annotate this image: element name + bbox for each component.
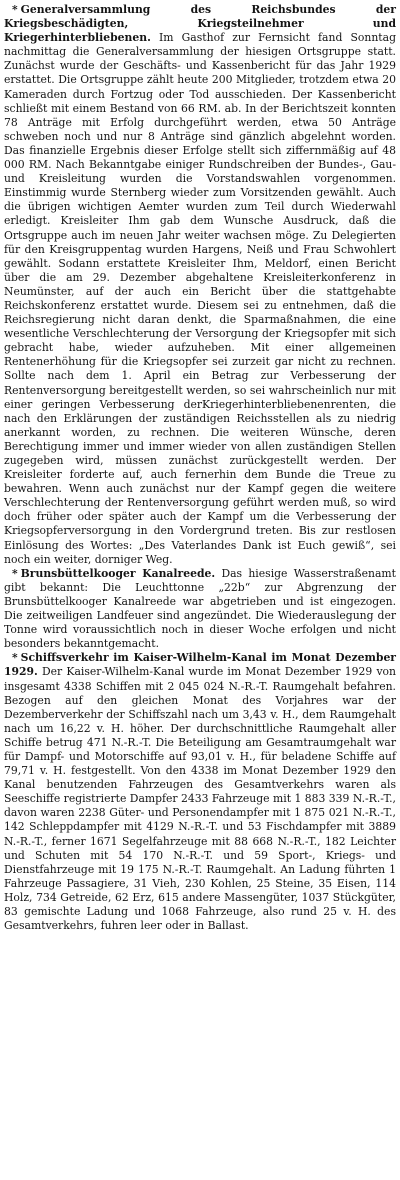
article-paragraph [4,651,396,933]
article-marker: * [12,566,18,580]
article-heading: Schiffsverkehr im Kaiser-Wilhelm-Kanal im Monat Dezember 1929. [4,651,396,679]
article-heading: Brunsbüttelkooger Kanalreede. [20,566,216,580]
article-body: Im Gasthof zur Fernsicht fand Sonntag nachmittag die Generalversammlung der hiesigen Ortsgruppe statt. Zunächst wurde der Geschäfts- und Kassenbericht für das Jahr 1929 erstattet. Die Ortsgruppe zählt heute 200 Mitglieder, trotzdem etwa 20 Kameraden durch Fortzug oder Tod ausschieden. Der Kassenbericht schließt mit einem Bestand von 66 RM. ab. In der Berichtszeit konnten 78 Anträge mit Erfolg durchgeführt werden, etwa 50 Anträge schweben noch und nur 8 Anträge sind gänzlich abgelehnt worden. Das finanzielle Ergebnis dieser Erfolge stellt sich ziffernmäßig auf 48 000 RM. Nach Bekanntgabe einiger Rundschreiben der Bundes-, Gau- und Kreisleitung wurden die Vorstandswahlen vorgenommen. Einstimmig wurde Sternberg wieder zum Vorsitzenden gewählt. Auch die übrigen wichtigen Aemter wurden zum Teil durch Wiederwahl erledigt. Kreisleiter Ihm gab dem Wunsche Ausdruck, daß die Ortsgruppe auch im neuen Jahr weiter wachsen möge. Zu Delegierten für den Kreisgruppentag wurden Hargens, Neiß und Frau Schwohlert gewählt. Sodann erstattete Kreisleiter Ihm, Meldorf, einen Bericht über die am 29. Dezember abgehaltene Kreisleiterkonferenz in Neumünster, auf der auch ein Bericht über die stattgehabte Reichskonferenz erstattet wurde. Diesem sei zu entnehmen, daß die Reichsregierung nicht daran denkt, die Sparmaßnahmen, die eine wesentliche Verschlechterung der Versorgung der Kriegsopfer mit sich gebracht habe, wieder aufzuheben. Mit einer allgemeinen Rentenerhöhung für die Kriegsopfer sei zurzeit gar nicht zu rechnen. Sollte nach dem 1. April ein Betrag zur Verbesserung der Rentenversorgung bereitgestellt werden, so sei wahrscheinlich nur mit einer geringen Verbesserung derKriegerhinterbliebenenrenten, die nach den Erklärungen der zuständigen Reichsstellen als zu niedrig anerkannt worden, zu rechnen. Die weiteren Wünsche, deren Berechtigung immer und immer wieder von allen zuständigen Stellen zugegeben wird, müssen zunächst zurückgestellt werden. Der Kreisleiter forderte auf, auch fernerhin dem Bunde die Treue zu bewahren. Wenn auch zunächst nur der Kampf gegen die weitere Verschlechterung der Rentenversorgung geführt werden muß, so wird doch früher oder später auch der Kampf um die Verbesserung der Kriegsopferversorgung in den Vordergrund treten. Bis zur restlosen Einlösung des Wortes: „Des Vaterlandes Dank ist Euch gewiß“, sei noch ein weiter, dorniger Weg. [4,31,396,566]
article-generalversammlung [4,3,396,567]
article-kanalreede [4,567,396,652]
article-body: Der Kaiser-Wilhelm-Kanal wurde im Monat Dezember 1929 von insgesamt 4338 Schiffen mit 2 045 024 N.-R.-T. Raumgehalt befahren. Bezogen auf den gleichen Monat des Vorjahres war der Dezemberverkehr der Schiffszahl nach um 3,43 v. H., dem Raumgehalt nach um 16,22 v. H. höher. Der durchschnittliche Raumgehalt aller Schiffe betrug 471 N.-R.-T. Die Beteiligung am Gesamtraumgehalt war für Dampf- und Motorschiffe auf 93,01 v. H., für beladene Schiffe auf 79,71 v. H. festgestellt. Von den 4338 im Monat Dezember 1929 den Kanal benutzenden Fahrzeugen des Gesamtverkehrs waren als Seeschiffe registrierte Dampfer 2433 Fahrzeuge mit 1 883 339 N.-R.-T., davon waren 2238 Güter- und Personendampfer mit 1 875 021 N.-R.-T., 142 Schleppdampfer mit 4129 N.-R.-T. und 53 Fischdampfer mit 3889 N.-R.-T., ferner 1671 Segelfahrzeuge mit 88 668 N.-R.-T., 182 Leichter und Schuten mit 54 170 N.-R.-T. und 59 Sport-, Kriegs- und Dienstfahrzeuge mit 19 175 N.-R.-T. Raumgehalt. An Ladung führten 1 Fahrzeuge Passagiere, 31 Vieh, 230 Kohlen, 25 Steine, 35 Eisen, 114 Holz, 734 Getreide, 62 Erz, 615 andere Massengüter, 1037 Stückgüter, 83 gemischte Ladung und 1068 Fahrzeuge, also rund 25 v. H. des Gesamtverkehrs, fuhren leer oder in Ballast. [4,665,397,933]
article-paragraph [4,3,396,567]
article-schiffsverkehr [4,651,396,933]
article-body: Das hiesige Wasserstraßenamt gibt bekannt: Die Leuchttonne „22b“ zur Abgrenzung der Brunsbüttelkooger Kanalreede war abgetrieben und ist eingezogen. Die zeitweiligen Landfeuer sind angezündet. Die Wiederauslegung der Tonne wird voraussichtlich noch in dieser Woche erfolgen und nicht besonders bekanntgemacht. [4,566,397,651]
article-heading: Generalversammlung des Reichsbundes der Kriegsbeschädigten, Kriegsteilnehmer und Kriegerhinterbliebenen. [4,3,396,45]
article-paragraph [4,567,396,652]
article-marker: * [12,651,18,665]
article-marker: * [12,3,18,16]
